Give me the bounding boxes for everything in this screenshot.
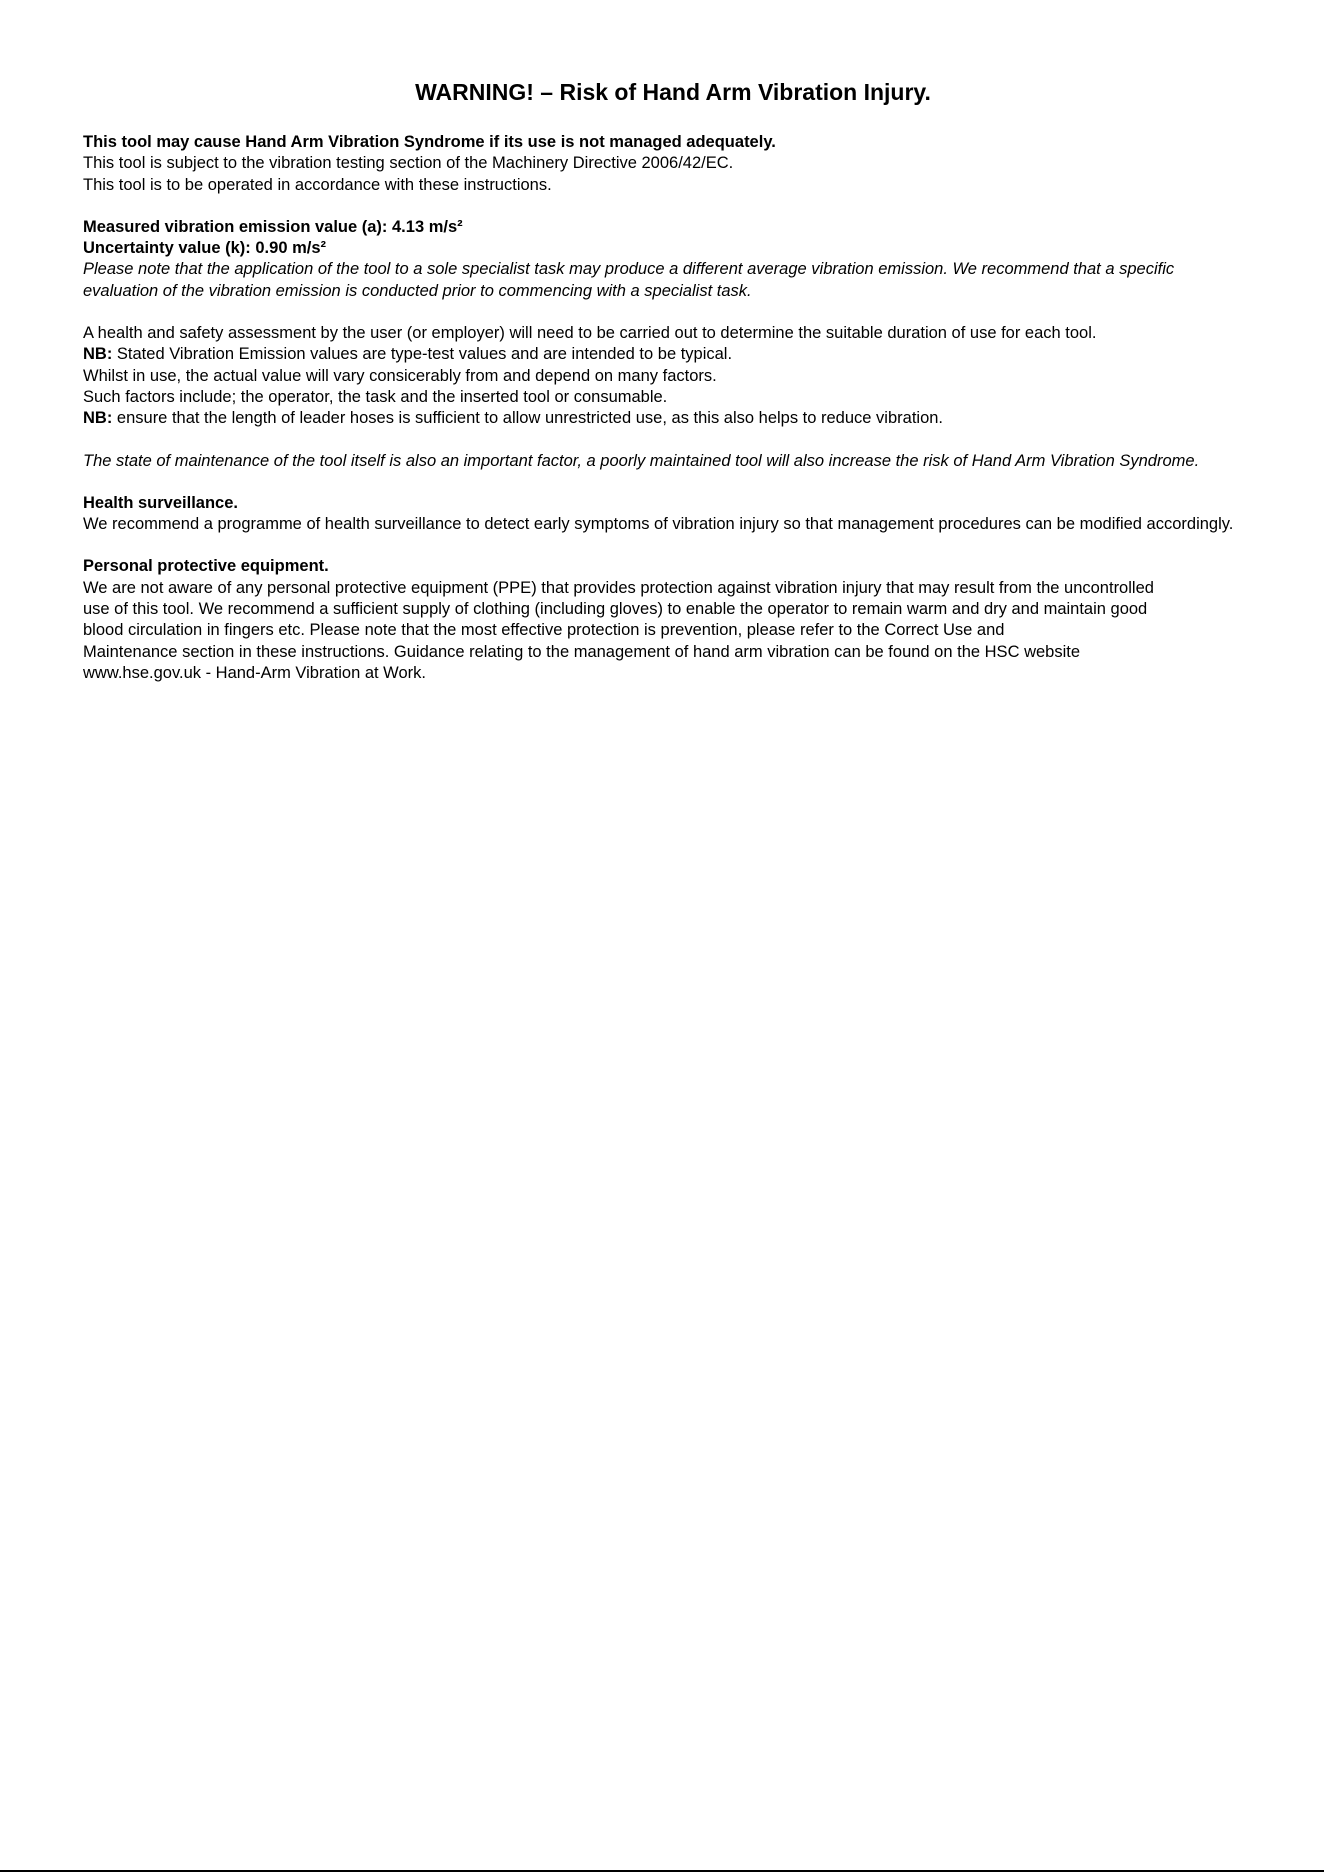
surveillance-heading: Health surveillance. xyxy=(83,493,238,512)
assessment-section xyxy=(83,323,1243,429)
intro-line: This tool is to be operated in accordance with these instructions. xyxy=(83,175,552,194)
vibration-values-section xyxy=(83,217,1243,302)
measured-value: Measured vibration emission value (a): 4.13 m/s² xyxy=(83,217,463,236)
maintenance-note: The state of maintenance of the tool itself is also an important factor, a poorly maintained tool will also increase the risk of Hand Arm Vibration Syndrome. xyxy=(83,451,1200,470)
assessment-line: A health and safety assessment by the user (or employer) will need to be carried out to determine the suitable duration of use for each tool. xyxy=(83,324,1097,343)
ppe-line: Maintenance section in these instructions. Guidance relating to the management of hand arm vibration can be found on the HSC website xyxy=(83,642,1081,661)
nb-label: NB: xyxy=(83,409,113,428)
intro-heading: This tool may cause Hand Arm Vibration Syndrome if its use is not managed adequately. xyxy=(83,133,776,151)
ppe-line: We are not aware of any personal protective equipment (PPE) that provides protection against vibration injury that may result from the uncontrolled xyxy=(83,578,1154,597)
nb-text: ensure that the length of leader hoses is sufficient to allow unrestricted use, as this also helps to reduce vibration. xyxy=(112,409,943,428)
uncertainty-value: Uncertainty value (k): 0.90 m/s² xyxy=(83,239,327,258)
nb-note xyxy=(83,408,1243,429)
ppe-line: blood circulation in fingers etc. Please note that the most effective protection is prevention, please refer to the Correct Use and xyxy=(83,621,1005,640)
ppe-line: www.hse.gov.uk - Hand-Arm Vibration at Work. xyxy=(83,663,426,682)
maintenance-section xyxy=(83,451,1243,472)
nb-note xyxy=(83,344,1243,365)
ppe-line: use of this tool. We recommend a sufficient supply of clothing (including gloves) to enable the operator to remain warm and dry and maintain good xyxy=(83,600,1148,619)
surveillance-section xyxy=(83,493,1243,536)
specialist-task-note: Please note that the application of the tool to a sole specialist task may produce a different average vibration emission. We recommend that a specific evaluation of the vibration emission is conducted prior to commencing with a specialist task. xyxy=(83,260,1175,300)
intro-section xyxy=(83,132,1243,196)
ppe-heading: Personal protective equipment. xyxy=(83,557,329,576)
assessment-line: Whilst in use, the actual value will vary consicerably from and depend on many factors. xyxy=(83,366,717,385)
intro-line: This tool is subject to the vibration testing section of the Machinery Directive 2006/42/EC. xyxy=(83,154,734,173)
surveillance-text: We recommend a programme of health surveillance to detect early symptoms of vibration injury so that management procedures can be modified accordingly. xyxy=(83,515,1234,534)
nb-text: Stated Vibration Emission values are type-test values and are intended to be typical. xyxy=(112,345,733,364)
page-title: WARNING! – Risk of Hand Arm Vibration Injury. xyxy=(415,79,931,105)
nb-label: NB: xyxy=(83,345,113,364)
ppe-section xyxy=(83,556,1243,684)
document-page xyxy=(83,78,1243,705)
assessment-line: Such factors include; the operator, the task and the inserted tool or consumable. xyxy=(83,387,668,406)
